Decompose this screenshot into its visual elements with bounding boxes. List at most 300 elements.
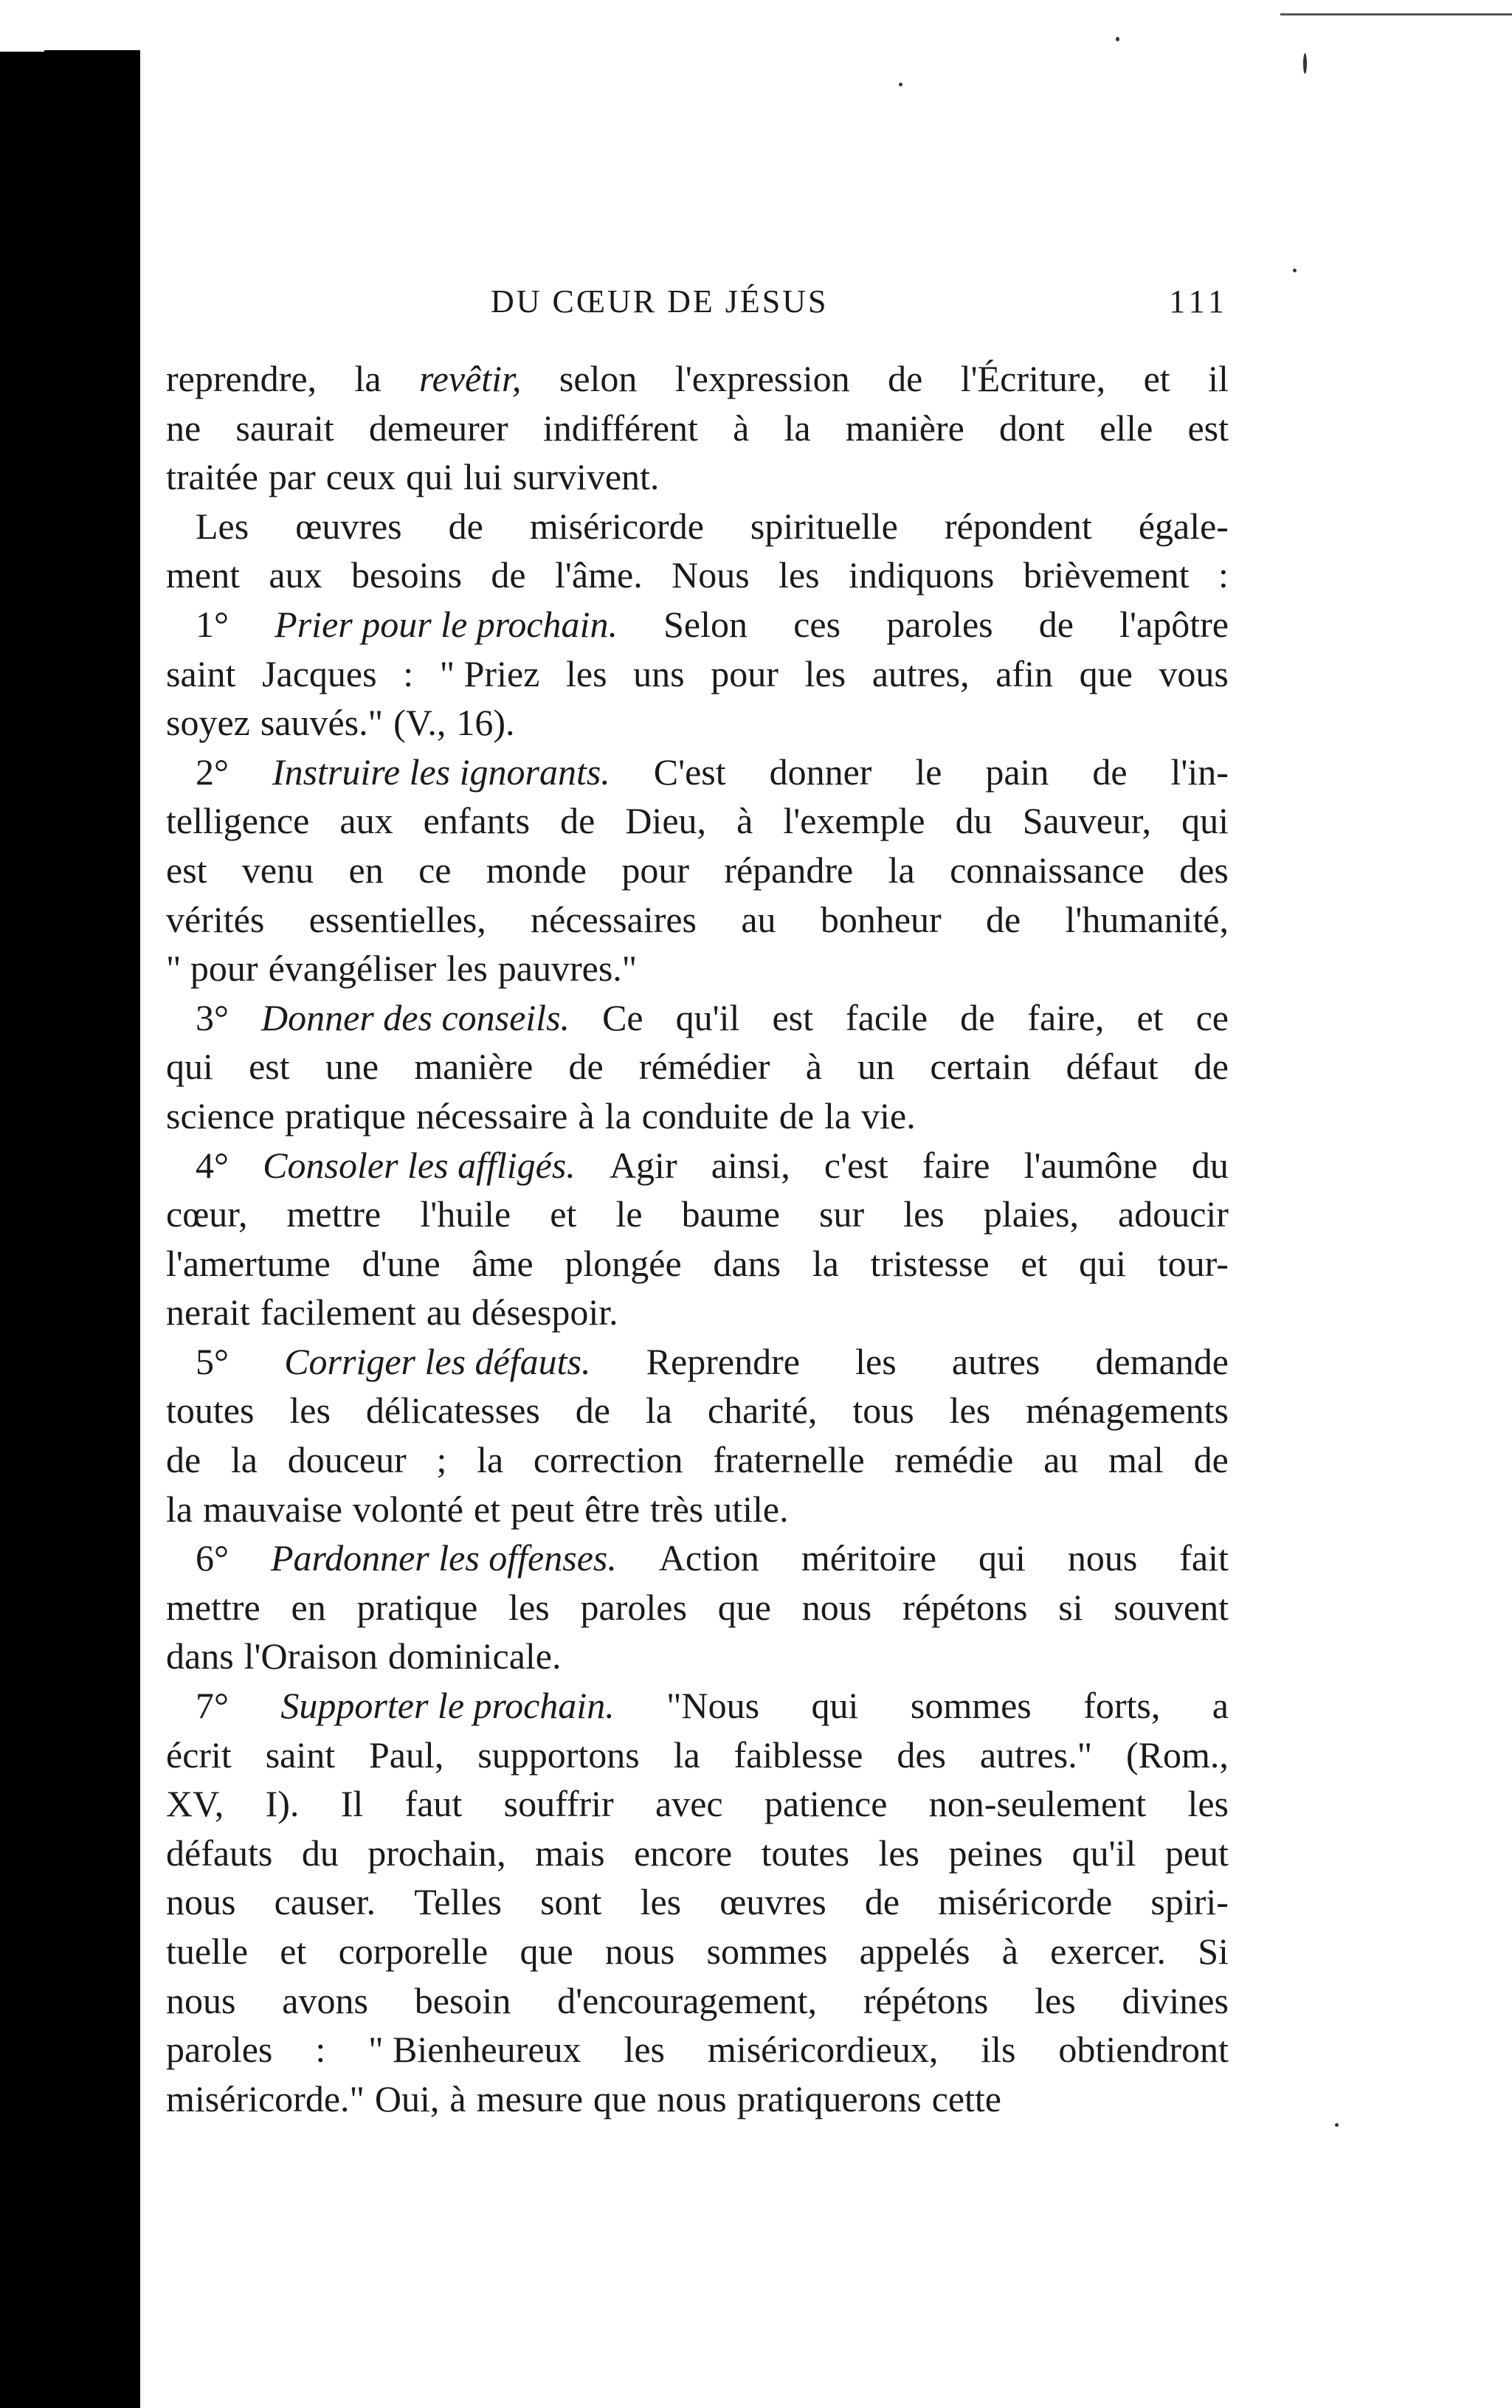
word: c'est [824, 1144, 888, 1186]
word: dominicale. [387, 1635, 562, 1677]
word: 16). [456, 702, 515, 744]
word: certain [930, 1046, 1031, 1088]
word: demeurer [368, 407, 508, 449]
word: tous [852, 1390, 914, 1432]
word: la [604, 1094, 632, 1136]
word: sommes [910, 1685, 1032, 1727]
word: vérités [166, 898, 265, 940]
word: d'une [362, 1242, 441, 1284]
word: mettre [286, 1193, 382, 1235]
text-line [166, 1190, 1229, 1239]
text-line [166, 2025, 1229, 2074]
word: de [864, 1881, 900, 1923]
word: 4° [196, 1144, 229, 1186]
word: les [446, 948, 488, 990]
word: est [772, 996, 814, 1038]
word: Corriger les défauts. [284, 1340, 591, 1382]
word: miséricordieux, [707, 2029, 939, 2071]
word: Telles [414, 1881, 502, 1923]
word: de [986, 898, 1021, 940]
word: pauvres." [497, 948, 638, 990]
word: répandre [724, 849, 854, 891]
word: la [166, 1488, 193, 1530]
word: nous [1067, 1537, 1138, 1579]
word: faire, [1027, 996, 1105, 1038]
word: la [673, 1733, 700, 1776]
word: que [519, 1931, 573, 1972]
word: l'huile [420, 1193, 511, 1235]
word: mettre [166, 1586, 260, 1628]
word: l'Oraison [244, 1635, 378, 1677]
word: traitée [166, 456, 258, 498]
word: délicatesses [365, 1390, 540, 1432]
word: nous [801, 1586, 872, 1628]
word: dans [713, 1242, 781, 1284]
word: défaut [1066, 1046, 1159, 1088]
word: Reprendre [646, 1340, 800, 1382]
word: dont [999, 407, 1065, 449]
scan-edge-line [1280, 13, 1512, 15]
word: 6° [196, 1537, 229, 1579]
word: 3° [196, 996, 229, 1038]
word: " Priez [439, 652, 540, 694]
word: ceux [325, 456, 396, 498]
word: essentielles, [308, 898, 486, 940]
word: de [1092, 751, 1128, 793]
word: faut [404, 1783, 463, 1825]
word: des [897, 1733, 946, 1776]
word: avons [282, 1979, 368, 2021]
word: uns [633, 652, 685, 694]
word: des [1179, 849, 1229, 891]
word: nous [657, 2077, 727, 2119]
word: de [575, 1390, 610, 1432]
word: de [560, 800, 596, 842]
word: peines [948, 1832, 1043, 1874]
word: revêtir, [419, 358, 522, 399]
word: Jacques [262, 652, 377, 694]
word: l'in- [1170, 751, 1229, 793]
word: autres." [979, 1733, 1093, 1776]
word: répétons [863, 1979, 989, 2021]
word: les [289, 1390, 331, 1432]
word: nécessaire [415, 1094, 568, 1136]
word: pratique [285, 1094, 406, 1136]
word: à [805, 1046, 822, 1088]
word: la [812, 1242, 839, 1284]
word: nerait [166, 1291, 250, 1334]
word: afin [995, 652, 1053, 694]
word: a [1212, 1685, 1229, 1727]
word: vie. [861, 1094, 916, 1136]
word: 5° [196, 1340, 229, 1382]
word: pain [985, 751, 1049, 793]
word: lui [463, 456, 503, 498]
word: indiquons [849, 554, 995, 596]
word: si [1058, 1586, 1083, 1628]
word: Donner des conseils. [261, 996, 570, 1038]
word: 1° [196, 603, 229, 645]
word: soyez [166, 702, 250, 744]
word: fait [1179, 1537, 1229, 1579]
word: tristesse [870, 1242, 990, 1284]
word: le [615, 1193, 643, 1235]
book-binding-shadow [0, 50, 140, 2408]
word: qu'il [675, 996, 740, 1038]
word: mesure [476, 2077, 584, 2119]
word: l'amertume [166, 1242, 331, 1284]
word: l'Écriture, [960, 358, 1106, 399]
word: répétons [902, 1586, 1028, 1628]
word: évangéliser [268, 948, 437, 990]
word: enfants [423, 800, 531, 842]
text-line [166, 354, 1229, 404]
word: nous [166, 1881, 236, 1923]
word: au [741, 898, 776, 940]
word: de [960, 996, 995, 1038]
word: ainsi, [711, 1144, 790, 1186]
word: Nous [672, 554, 750, 596]
word: telligence [166, 800, 310, 842]
word: les [508, 1586, 550, 1628]
text-line [166, 1337, 1229, 1387]
text-line [166, 1976, 1229, 2026]
word: 2° [196, 751, 229, 793]
text-line [166, 649, 1229, 699]
word: souvent [1114, 1586, 1229, 1628]
text-line [166, 1239, 1229, 1288]
text-line [166, 1534, 1229, 1583]
word: selon [559, 358, 638, 399]
word: au [426, 1291, 462, 1334]
word: d'encouragement, [557, 1979, 818, 2021]
word: les [804, 652, 846, 694]
word: les [878, 1832, 920, 1874]
text-line [166, 1485, 1229, 1534]
word: Il [340, 1783, 364, 1825]
word: Supporter le prochain. [280, 1685, 615, 1727]
text-line [166, 1927, 1229, 1976]
word: faiblesse [733, 1733, 863, 1776]
word: ; [436, 1439, 447, 1481]
word: indifférent [542, 407, 698, 449]
word: écrit [166, 1733, 232, 1776]
word: nécessaires [531, 898, 697, 940]
word: toutes [166, 1390, 255, 1432]
word: Pardonner les offenses. [270, 1537, 617, 1579]
text-line [166, 1779, 1229, 1829]
text-line [166, 1632, 1229, 1681]
word: manière [845, 407, 964, 449]
word: le [915, 751, 942, 793]
word: (V., [393, 702, 446, 744]
word: très [650, 1488, 704, 1530]
scan-speck [1335, 2123, 1339, 2127]
word: qui [1181, 800, 1229, 842]
word: qui [406, 456, 454, 498]
word: Les [196, 505, 249, 547]
word: ment [166, 554, 240, 596]
word: la [645, 1390, 672, 1432]
word: les [949, 1390, 991, 1432]
running-title: DU CŒUR DE JÉSUS [491, 283, 829, 320]
word: corporelle [338, 1931, 489, 1972]
text-line [166, 993, 1229, 1043]
word: douceur [287, 1439, 407, 1481]
word: l'exemple [783, 800, 925, 842]
word: correction [533, 1439, 683, 1481]
word: en [291, 1586, 326, 1628]
word: à [736, 800, 753, 842]
word: sommes [706, 1931, 828, 1972]
word: paroles [166, 2029, 273, 2071]
text-line [166, 1042, 1229, 1091]
word: toutes [761, 1832, 850, 1874]
text-line [166, 944, 1229, 993]
word: un [857, 1046, 895, 1088]
word: I). [265, 1783, 300, 1825]
word: nous [166, 1979, 236, 2021]
word: la [477, 1439, 504, 1481]
word: œuvres [295, 505, 402, 547]
word: XV, [166, 1783, 224, 1825]
word: Dieu, [625, 800, 707, 842]
word: non-seulement [928, 1783, 1147, 1825]
body-text [166, 354, 1229, 2123]
text-line [166, 502, 1229, 551]
word: souffrir [503, 1783, 614, 1825]
word: l'expression [674, 358, 850, 399]
word: la [230, 1439, 258, 1481]
word: ce [1195, 996, 1229, 1038]
word: une [325, 1046, 379, 1088]
word: exercer. [1050, 1931, 1166, 1972]
word: peut [1164, 1832, 1229, 1874]
word: est [249, 1046, 290, 1088]
word: tour- [1157, 1242, 1229, 1284]
word: vous [1159, 652, 1229, 694]
word: spirituelle [750, 505, 898, 547]
word: monde [486, 849, 587, 891]
word: patience [764, 1783, 888, 1825]
word: cœur, [166, 1193, 248, 1235]
word: elle [1100, 407, 1153, 449]
word: ne [166, 407, 201, 449]
word: paroles [886, 603, 993, 645]
word: volonté [352, 1488, 463, 1530]
word: la [824, 1094, 852, 1136]
word: appelés [859, 1931, 970, 1972]
text-line [166, 796, 1229, 846]
word: ce [418, 849, 452, 891]
word: les [640, 1881, 682, 1923]
word: charité, [707, 1390, 818, 1432]
word: est [1187, 407, 1229, 449]
word: à [1001, 1931, 1018, 1972]
word: saurait [235, 407, 334, 449]
word: Prier pour le prochain. [275, 603, 618, 645]
word: : [1218, 554, 1229, 596]
word: peut [511, 1488, 575, 1530]
text-line [166, 404, 1229, 453]
word: utile. [714, 1488, 789, 1530]
text-line [166, 1435, 1229, 1485]
word: sont [540, 1881, 602, 1923]
word: miséricorde [938, 1881, 1113, 1923]
word: pratiquerons [736, 2077, 922, 2119]
word: cette [931, 2077, 1001, 2119]
word: par [268, 456, 316, 498]
word: de [888, 358, 923, 399]
word: mauvaise [203, 1488, 342, 1530]
word: autres [951, 1340, 1040, 1382]
word: remédie [894, 1439, 1014, 1481]
word: ménagements [1026, 1390, 1229, 1432]
word: que [1079, 652, 1133, 694]
word: prochain, [367, 1832, 506, 1874]
word: C'est [653, 751, 726, 793]
word: Action [658, 1537, 759, 1579]
word: qui [166, 1046, 213, 1088]
text-line [166, 2074, 1229, 2124]
text-line [166, 452, 1229, 502]
word: conduite [641, 1094, 769, 1136]
word: divines [1122, 1979, 1229, 2021]
word: Sauveur, [1022, 800, 1152, 842]
word: nous [604, 1931, 675, 1972]
text-line [166, 895, 1229, 945]
word: qu'il [1071, 1832, 1136, 1874]
word: ils [981, 2029, 1016, 2071]
text-line [166, 698, 1229, 748]
word: plongée [565, 1242, 682, 1284]
word: qui [978, 1537, 1026, 1579]
word: besoins [351, 554, 462, 596]
word: désespoir. [472, 1291, 618, 1334]
word: égale- [1138, 505, 1229, 547]
word: sauvés." [260, 702, 384, 744]
word: facilement [260, 1291, 416, 1334]
word: que [593, 2077, 647, 2119]
word: Paul, [368, 1733, 444, 1776]
word: de [166, 1439, 201, 1481]
word: pour [711, 652, 779, 694]
text-line [166, 600, 1229, 649]
word: science [166, 1094, 275, 1136]
word: sur [819, 1193, 865, 1235]
text-line [166, 1091, 1229, 1141]
word: reprendre, [166, 358, 317, 399]
word: en [348, 849, 384, 891]
page-corner [0, 0, 44, 52]
word: au [1043, 1439, 1079, 1481]
word: baume [681, 1193, 780, 1235]
word: défauts [166, 1832, 273, 1874]
word: qui [1079, 1242, 1127, 1284]
word: adoucir [1118, 1193, 1229, 1235]
word: et [1021, 1242, 1048, 1284]
word: : [315, 2029, 326, 2071]
word: de [779, 1094, 815, 1136]
word: connaissance [950, 849, 1145, 891]
word: Consoler les affligés. [263, 1144, 576, 1186]
word: besoin [414, 1979, 511, 2021]
word: qui [811, 1685, 859, 1727]
word: Selon [663, 603, 748, 645]
word: spiri- [1150, 1881, 1229, 1923]
word: âme [472, 1242, 534, 1284]
word: Si [1198, 1931, 1229, 1972]
word: brièvement [1023, 554, 1190, 596]
word: est [166, 849, 207, 891]
text-line [166, 1731, 1229, 1780]
word: demande [1095, 1340, 1229, 1382]
word: de [1193, 1439, 1229, 1481]
word: les [779, 554, 820, 596]
word: supportons [477, 1733, 640, 1776]
word: les [903, 1193, 945, 1235]
page-number: 111 [1169, 283, 1229, 320]
word: les [855, 1340, 897, 1382]
word: " pour [166, 948, 258, 990]
word: Agir [609, 1144, 677, 1186]
word: les [1187, 1783, 1229, 1825]
text-line [166, 1829, 1229, 1878]
text-line [166, 551, 1229, 600]
word: du [955, 800, 993, 842]
word: 7° [196, 1685, 229, 1727]
word: (Rom., [1126, 1733, 1229, 1776]
word: miséricorde [529, 505, 704, 547]
word: du [301, 1832, 339, 1874]
word: tuelle [166, 1931, 249, 1972]
word: avec [655, 1783, 723, 1825]
word: l'âme. [555, 554, 643, 596]
word: être [584, 1488, 641, 1530]
word: mal [1108, 1439, 1164, 1481]
word: répondent [944, 505, 1092, 547]
word: saint [265, 1733, 336, 1776]
word: œuvres [719, 1881, 826, 1923]
word: pratique [356, 1586, 478, 1628]
word: plaies, [983, 1193, 1079, 1235]
word: pour [621, 849, 689, 891]
word: causer. [274, 1881, 376, 1923]
word: dans [166, 1635, 234, 1677]
running-head [166, 283, 1229, 334]
word: méritoire [801, 1537, 937, 1579]
word: : [403, 652, 414, 694]
word: Ce [602, 996, 643, 1038]
word: venu [241, 849, 314, 891]
scan-speck [1293, 269, 1297, 272]
word: l'humanité, [1065, 898, 1229, 940]
word: mais [535, 1832, 605, 1874]
word: à [733, 407, 750, 449]
text-line [166, 846, 1229, 895]
word: de [491, 554, 526, 596]
word: et [473, 1488, 500, 1530]
scan-speck [1116, 37, 1119, 41]
text-line [166, 1877, 1229, 1927]
word: et [1143, 358, 1170, 399]
word: de [448, 505, 483, 547]
word: manière [414, 1046, 534, 1088]
word: ces [793, 603, 841, 645]
word: aux [269, 554, 322, 596]
word: les [566, 652, 607, 694]
word: Oui, [374, 2077, 440, 2119]
